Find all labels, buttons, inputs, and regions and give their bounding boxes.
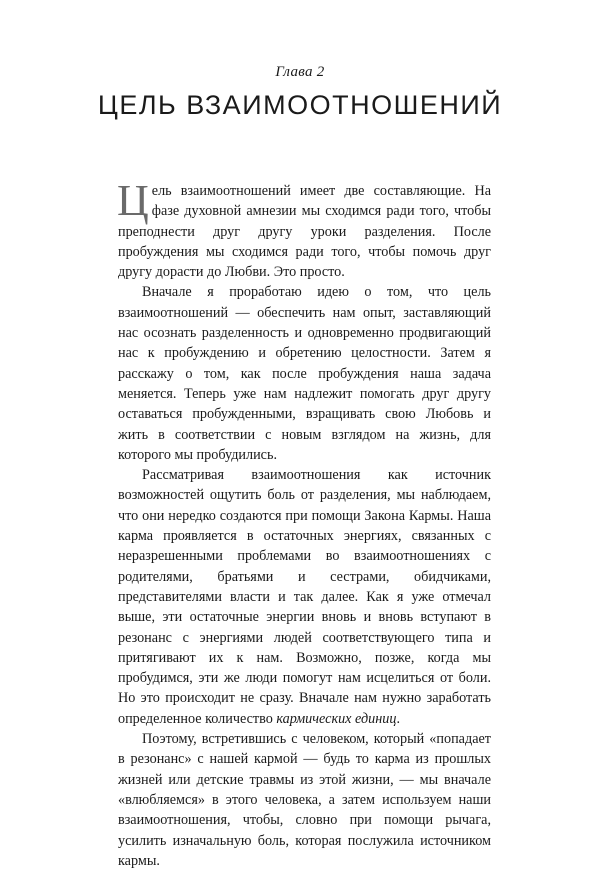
paragraph-3 [118,465,491,729]
paragraph-3-italic: кармических единиц [276,710,397,727]
body-text [117,176,491,871]
paragraph-3-end: . [396,710,401,727]
paragraph-2: Вначале я проработаю идею о том, что цель взаимоотношений — обеспечить нам опыт, заставляющий нас осознать разделенность и одновременно продвигающий нас к пробуждению и обретению целостности. Затем я расскажу о том, как после пробуждения наша задача меняется. Теперь уже нам надлежит помогать друг другу оставаться пробужденными, взращивать свою Любовь и жить в соответствии с новым взглядом на жизнь, для которого мы пробудились. [118,284,491,463]
drop-cap: Ц [117,176,149,225]
chapter-label: Глава 2 [275,64,325,80]
paragraph-1-text: ель взаимоотношений имеет две составляющие. На фазе духовной амнезии мы сходимся ради того, чтобы преподнести друг другу уроки разделения. После пробуждения мы сходимся ради того, чтобы помочь друг другу дорасти до Любви. Это просто. [118,183,491,281]
paragraph-4: Поэтому, встретившись с человеком, который «попадает в резонанс» с нашей кармой — будь то карма из прошлых жизней или детские травмы из этой жизни, — мы вначале «влюбляемся» в этого человека, а затем используем наши взаимоотношения, чтобы, словно при помощи рычага, усилить изначальную боль, которая послужила источником кармы. [118,731,491,869]
paragraph-3-text: Рассматривая взаимоотношения как источник возможностей ощутить боль от разделения, мы наблюдаем, что они нередко создаются при помощи Закона Кармы. Наша карма проявляется в остаточных энергиях, связанных с неразрешенными проблемами во взаимоотношениях с родителями, братьями и сестрами, обидчиками, представителями власти и так далее. Как я уже отмечал выше, эти остаточные энергии вновь и вновь вступают в резонанс с энергиями людей соответствующего типа и притягивают их к нам. Возможно, позже, когда мы пробудимся, эти же люди помогут нам исцелиться от боли. Но это происходит не сразу. Вначале нам нужно заработать определенное количество [118,467,491,727]
chapter-title: ЦЕЛЬ ВЗАИМООТНОШЕНИЙ [97,90,503,120]
paragraph-1 [117,176,491,282]
